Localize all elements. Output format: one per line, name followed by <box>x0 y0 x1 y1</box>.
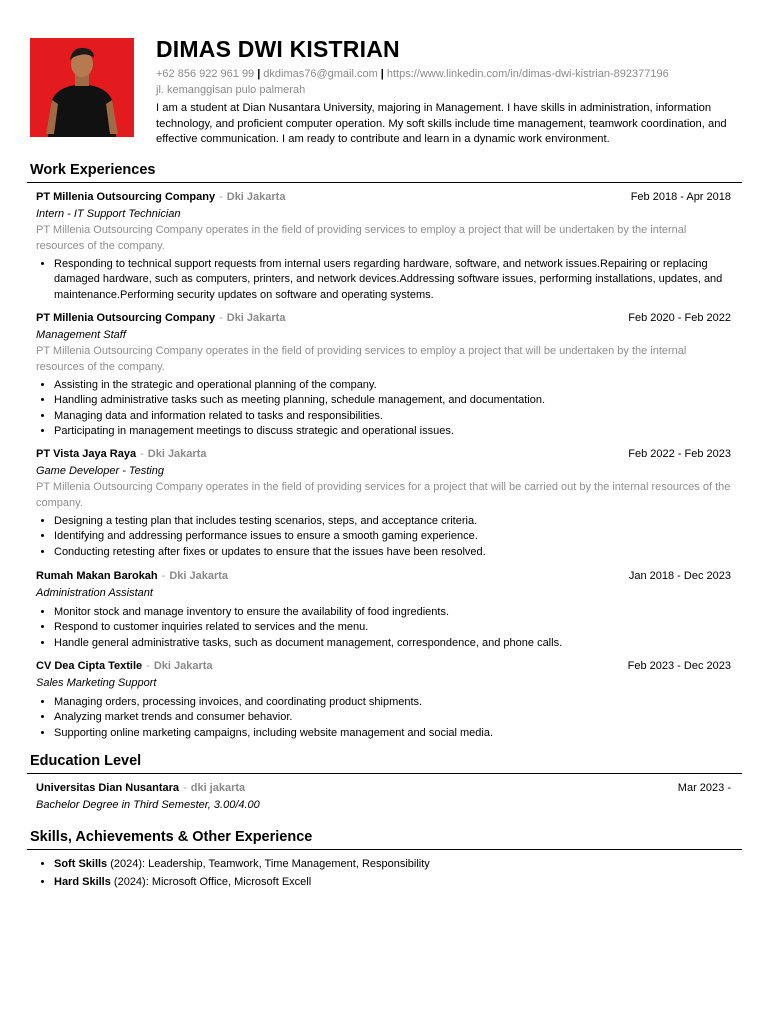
education-dates: Mar 2023 - <box>677 782 731 794</box>
list-item <box>54 855 736 873</box>
job-entry <box>36 312 736 439</box>
section-title-education: Education Level <box>30 753 142 769</box>
list-item: • Conducting retesting after fixes or updates to ensure that the issues have been resolved. <box>54 545 736 560</box>
skills-list <box>36 855 736 891</box>
company-name: PT Vista Jaya Raya <box>36 448 137 460</box>
job-location: Dki Jakarta <box>147 448 207 460</box>
company-name: Rumah Makan Barokah <box>36 570 158 582</box>
list-item: • Identifying and addressing performance issues to ensure a smooth gaming experience. <box>54 529 736 544</box>
education-header <box>36 782 736 797</box>
job-header <box>36 570 736 585</box>
job-role: Management Staff <box>36 329 126 341</box>
dash: - <box>161 570 166 582</box>
job-dates: Feb 2023 - Dec 2023 <box>627 660 731 672</box>
candidate-name: DIMAS DWI KISTRIAN <box>156 36 400 62</box>
skill-text: (2024): Microsoft Office, Microsoft Excell <box>110 876 312 888</box>
list-item: • Participating in management meetings to discuss strategic and operational issues. <box>54 424 736 439</box>
dash: - <box>146 660 150 672</box>
job-entry <box>36 660 736 741</box>
contact-line <box>156 68 669 80</box>
degree: Bachelor Degree in Third Semester, 3.00/4.00 <box>36 799 260 811</box>
list-item: • Designing a testing plan that includes testing scenarios, steps, and acceptance criteria. <box>54 514 736 529</box>
section-divider <box>27 182 742 183</box>
dash: - <box>183 782 187 794</box>
job-location: Dki Jakarta <box>226 312 286 324</box>
list-item: • Supporting online marketing campaigns, including website management and social media. <box>54 726 736 741</box>
job-duties <box>36 695 736 741</box>
company-name: CV Dea Cipta Textile <box>36 660 143 672</box>
job-header <box>36 448 736 463</box>
job-header <box>36 660 736 675</box>
email-link[interactable]: dkdimas76@gmail.com <box>263 68 378 80</box>
contact-separator: | <box>380 68 384 80</box>
job-header <box>36 312 736 327</box>
job-role: Sales Marketing Support <box>36 677 157 689</box>
education-entry <box>36 782 736 814</box>
section-divider <box>27 849 742 850</box>
contact-separator: | <box>257 68 261 80</box>
section-title-work: Work Experiences <box>30 162 156 178</box>
company-name: PT Millenia Outsourcing Company <box>36 312 216 324</box>
job-location: Dki Jakarta <box>153 660 213 672</box>
job-dates: Jan 2018 - Dec 2023 <box>628 570 731 582</box>
list-item: • Respond to customer inquiries related to services and the menu. <box>54 620 736 635</box>
job-location: Dki Jakarta <box>169 570 229 582</box>
list-item: • Responding to technical support requests from internal users regarding hardware, software, and network issues.Repairing or replacing damaged hardware, such as computers, printers, and network devices.Addressing software issues, performing installations, updates, and maintenance.Performing security updates on software and operating systems. <box>54 257 736 303</box>
dash: - <box>140 448 144 460</box>
job-dates: Feb 2022 - Feb 2023 <box>628 448 731 460</box>
company-description: PT Millenia Outsourcing Company operates in the field of providing services to employ a project that will be undertaken by the internal resources of the company. <box>36 345 687 373</box>
list-item: • Handling administrative tasks such as meeting planning, schedule management, and documentation. <box>54 393 736 408</box>
skill-label: Soft Skills <box>54 858 108 870</box>
company-name: PT Millenia Outsourcing Company <box>36 191 216 203</box>
job-role: Administration Assistant <box>36 587 153 599</box>
list-item: • Monitor stock and manage inventory to ensure the availability of food ingredients. <box>54 605 736 620</box>
job-dates: Feb 2018 - Apr 2018 <box>630 191 731 203</box>
job-entry <box>36 570 736 651</box>
dash: - <box>219 312 223 324</box>
job-duties <box>36 378 736 439</box>
list-item: • Handle general administrative tasks, such as document management, correspondence, and phone calls. <box>54 636 736 651</box>
phone-number: +62 856 922 961 99 <box>156 68 255 80</box>
job-duties <box>36 257 736 303</box>
list-item: • Assisting in the strategic and operational planning of the company. <box>54 378 736 393</box>
job-role: Game Developer - Testing <box>36 465 164 477</box>
job-location: Dki Jakarta <box>226 191 286 203</box>
skill-text: (2024): Leadership, Teamwork, Time Management, Responsibility <box>107 858 430 870</box>
school-location: dki jakarta <box>190 782 246 794</box>
list-item <box>54 873 736 891</box>
job-dates: Feb 2020 - Feb 2022 <box>628 312 731 324</box>
address: jl. kemanggisan pulo palmerah <box>156 84 306 96</box>
job-duties <box>36 514 736 560</box>
job-duties <box>36 605 736 651</box>
job-header <box>36 191 736 206</box>
skill-label: Hard Skills <box>54 876 111 888</box>
job-role: Intern - IT Support Technician <box>36 208 181 220</box>
profile-summary: I am a student at Dian Nusantara University, majoring in Management. I have skills in administration, information technology, and proficient computer operation. My soft skills include time management, teamwork coordination, and effective communication. I am ready to contribute and learn in a dynamic work environment. <box>156 102 727 145</box>
section-title-skills: Skills, Achievements & Other Experience <box>30 829 313 845</box>
list-item: • Analyzing market trends and consumer behavior. <box>54 710 736 725</box>
job-entry <box>36 191 736 303</box>
profile-photo <box>30 38 134 137</box>
section-divider <box>27 773 742 774</box>
company-description: PT Millenia Outsourcing Company operates in the field of providing services for a project that will be carried out by the internal resources of the company. <box>36 481 731 509</box>
company-description: PT Millenia Outsourcing Company operates in the field of providing services to employ a project that will be undertaken by the internal resources of the company. <box>36 224 687 252</box>
list-item: • Managing data and information related to tasks and responsibilities. <box>54 409 736 424</box>
job-entry <box>36 448 736 560</box>
school-name: Universitas Dian Nusantara <box>36 782 180 794</box>
linkedin-link[interactable]: https://www.linkedin.com/in/dimas-dwi-kistrian-892377196 <box>386 68 669 80</box>
dash: - <box>219 191 223 203</box>
list-item: • Managing orders, processing invoices, and coordinating product shipments. <box>54 695 736 710</box>
person-silhouette-icon <box>30 38 134 137</box>
